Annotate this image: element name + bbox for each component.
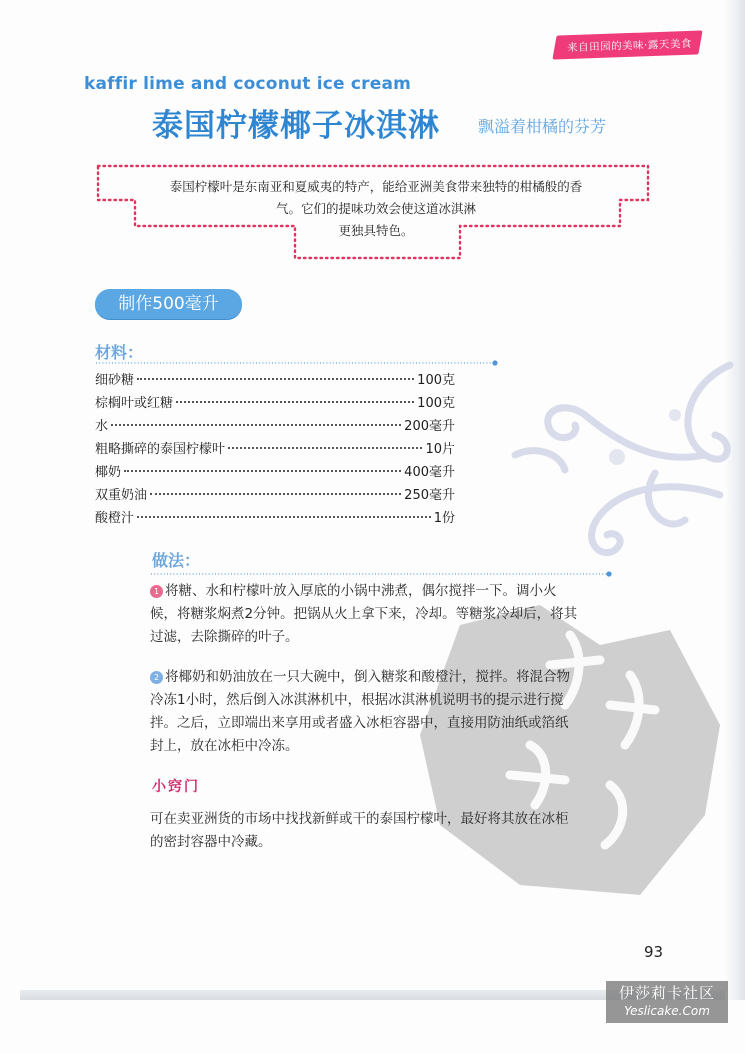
intro-text [112, 176, 640, 242]
ingredient-name: 酸橙汁 [95, 511, 135, 526]
ingredient-row [95, 415, 455, 438]
ingredient-name: 椰奶 [95, 465, 122, 480]
leader-dots [137, 516, 431, 518]
ingredient-row [95, 507, 455, 530]
watermark-title: 伊莎莉卡社区 [618, 984, 715, 1002]
method-step [150, 666, 578, 758]
ingredient-list [95, 369, 455, 530]
ingredient-row [95, 461, 455, 484]
step-text: 将椰奶和奶油放在一只大碗中，倒入糖浆和酸橙汁，搅拌。将混合物冷冻1小时，然后倒入冰淇淋机中，根据冰淇淋机说明书的提示进行搅拌。之后，立即端出来享用或者盛入冰柜容器中，直接用防油纸或箔纸封上，放在冰柜中冷冻。 [150, 669, 570, 754]
ingredient-name: 水 [95, 419, 109, 434]
ingredient-row [95, 484, 455, 507]
leader-dots [228, 447, 422, 449]
yield-badge: 制作500毫升 [95, 289, 242, 319]
tip-heading: 小窍门 [152, 779, 200, 795]
recipe-tagline: 飘溢着柑橘的芬芳 [478, 117, 607, 136]
leader-dots [111, 424, 401, 426]
ingredient-row [95, 438, 455, 461]
recipe-title: 泰国柠檬椰子冰淇淋 [152, 108, 440, 144]
ingredients-divider [95, 360, 500, 366]
ingredient-quantity: 250毫升 [404, 488, 455, 503]
intro-line: 气。它们的提味功效会使这道冰淇淋 [275, 201, 476, 216]
step-number-badge: 1 [150, 585, 163, 598]
method-step [150, 580, 578, 649]
method-divider [150, 571, 615, 577]
tip-text: 可在卖亚洲货的市场中找找新鲜或干的泰国柠檬叶，最好将其放在冰柜的密封容器中冷藏。 [150, 811, 569, 850]
ingredient-quantity: 10片 [425, 442, 455, 457]
method-heading: 做法： [152, 551, 201, 570]
ingredient-quantity: 1份 [433, 511, 455, 526]
step-number-badge: 2 [150, 671, 163, 684]
leader-dots [150, 493, 401, 495]
step-text: 将糖、水和柠檬叶放入厚底的小锅中沸煮，偶尔搅拌一下。调小火候，将糖浆焖煮2分钟。把锅从火上拿下来，冷却。等糖浆冷却后，将其过滤，去除撕碎的叶子。 [150, 583, 578, 645]
ingredients-heading: 材料： [95, 343, 144, 362]
leader-dots [124, 470, 401, 472]
recipe-title-english: kaffir lime and coconut ice cream [84, 74, 412, 94]
ingredient-quantity: 400毫升 [404, 465, 455, 480]
ingredient-name: 粗略撕碎的泰国柠檬叶 [95, 442, 226, 457]
intro-line: 泰国柠檬叶是东南亚和夏威夷的特产，能给亚洲美食带来独特的柑橘般的香 [169, 179, 583, 194]
category-ribbon-text: 来自田园的美味·露天美食 [566, 37, 693, 55]
page-number: 93 [644, 943, 664, 961]
ingredient-name: 细砂糖 [95, 373, 135, 388]
intro-line: 更独具特色。 [338, 223, 414, 238]
ingredient-quantity: 100克 [417, 373, 455, 388]
swirl-ornament-icon [505, 345, 740, 575]
ingredient-name: 双重奶油 [95, 488, 148, 503]
ingredient-row [95, 392, 455, 415]
site-watermark [606, 981, 728, 1023]
leader-dots [137, 378, 414, 380]
ingredient-quantity: 100克 [417, 396, 455, 411]
ingredient-quantity: 200毫升 [404, 419, 455, 434]
ingredient-row [95, 369, 455, 392]
leader-dots [176, 401, 414, 403]
ingredient-name: 棕榈叶或红糖 [95, 396, 174, 411]
watermark-url: Yeslicake.Com [624, 1004, 710, 1018]
